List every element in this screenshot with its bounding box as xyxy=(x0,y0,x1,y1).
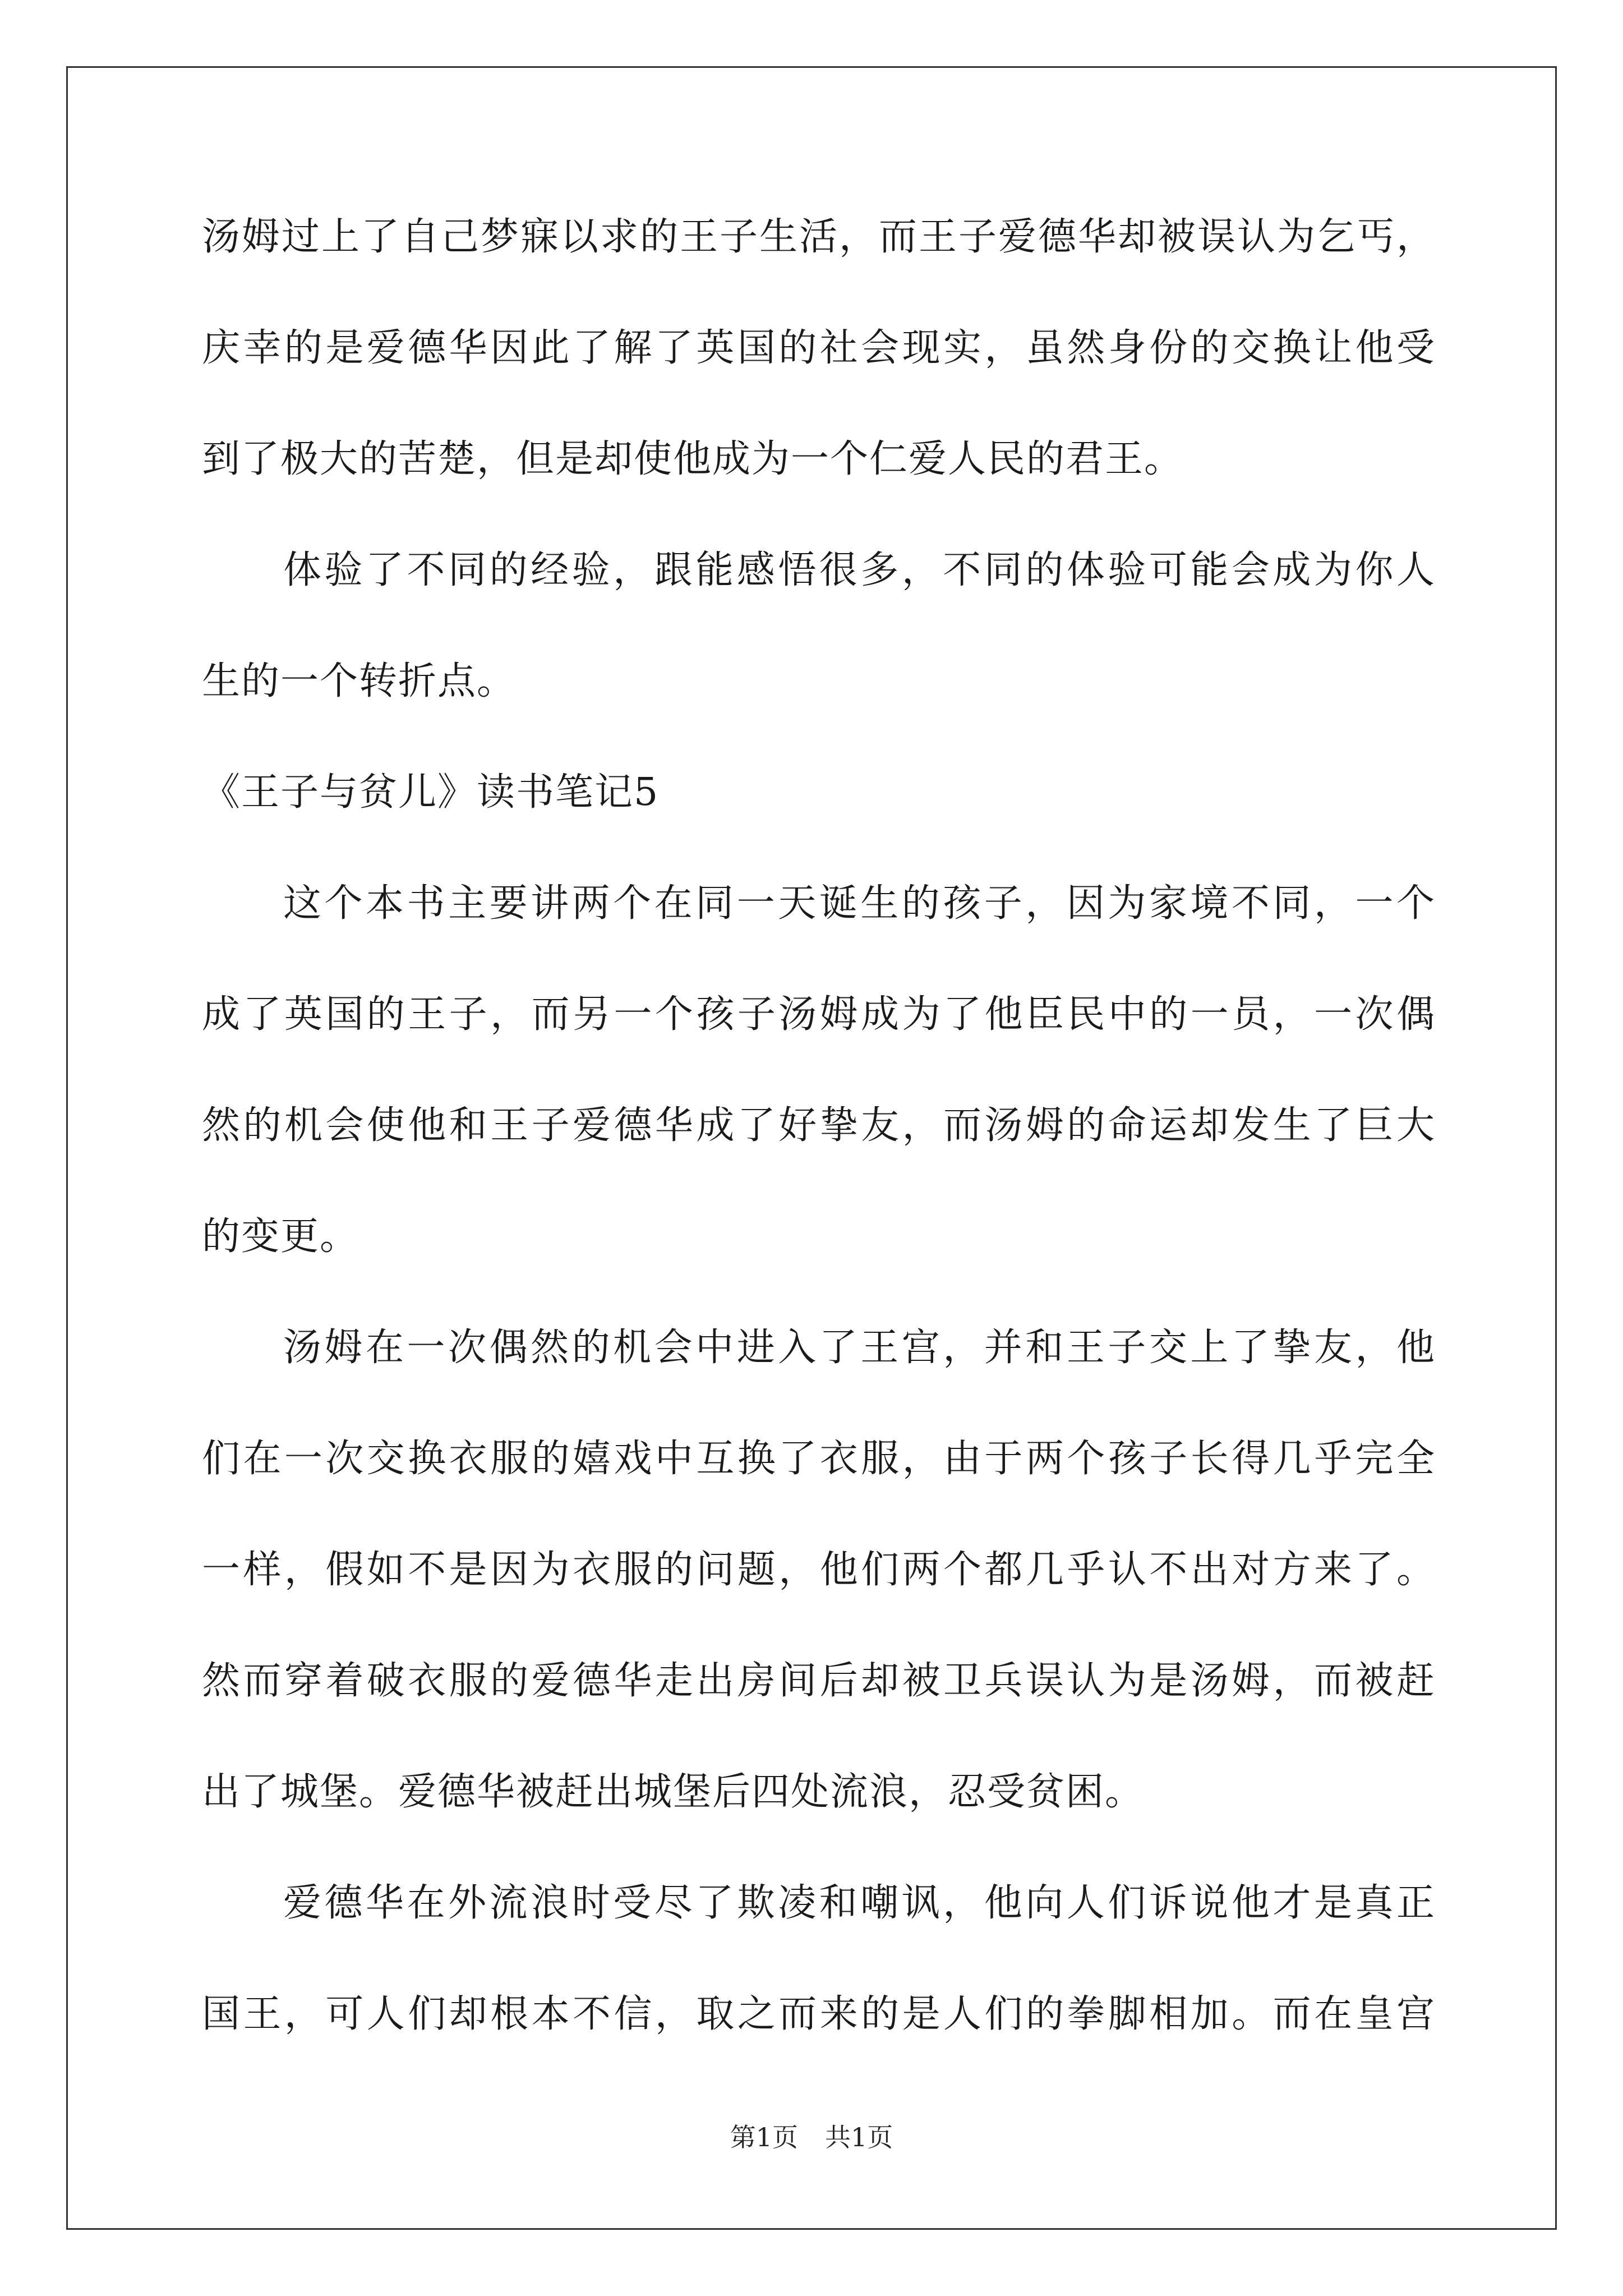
text-line: 的变更。 xyxy=(202,1214,359,1259)
text-line: 国王，可人们却根本不信，取之而来的是人们的拳脚相加。而在皇宫 xyxy=(202,1992,1436,2036)
page-footer xyxy=(0,2120,1623,2154)
text-line: 生的一个转折点。 xyxy=(202,659,517,703)
text-line: 到了极大的苦楚，但是却使他成为一个仁爱人民的君王。 xyxy=(202,437,1184,481)
text-line: 庆幸的是爱德华因此了解了英国的社会现实，虽然身份的交换让他受 xyxy=(202,326,1436,370)
text-line: 这个本书主要讲两个在同一天诞生的孩子，因为家境不同，一个 xyxy=(283,881,1436,926)
text-line: 一样，假如不是因为衣服的问题，他们两个都几乎认不出对方来了。 xyxy=(202,1548,1436,1592)
text-line: 汤姆在一次偶然的机会中进入了王宫，并和王子交上了挚友，他 xyxy=(283,1326,1436,1370)
text-line: 出了城堡。爱德华被赶出城堡后四处流浪，忍受贫困。 xyxy=(202,1770,1145,1814)
text-line: 体验了不同的经验，跟能感悟很多，不同的体验可能会成为你人 xyxy=(283,548,1436,592)
text-line: 然的机会使他和王子爱德华成了好挚友，而汤姆的命运却发生了巨大 xyxy=(202,1103,1436,1148)
text-line: 汤姆过上了自己梦寐以求的王子生活，而王子爱德华却被误认为乞丐， xyxy=(202,215,1436,259)
text-line: 然而穿着破衣服的爱德华走出房间后却被卫兵误认为是汤姆，而被赶 xyxy=(202,1659,1436,1703)
text-line: 成了英国的王子，而另一个孩子汤姆成为了他臣民中的一员，一次偶 xyxy=(202,992,1436,1037)
page-total: 共1页 xyxy=(825,2122,893,2152)
page-number: 第1页 xyxy=(730,2122,798,2152)
text-line: 们在一次交换衣服的嬉戏中互换了衣服，由于两个孩子长得几乎完全 xyxy=(202,1437,1436,1481)
section-heading: 《王子与贫儿》读书笔记5 xyxy=(202,770,660,815)
text-line: 爱德华在外流浪时受尽了欺凌和嘲讽，他向人们诉说他才是真正 xyxy=(283,1881,1436,1925)
